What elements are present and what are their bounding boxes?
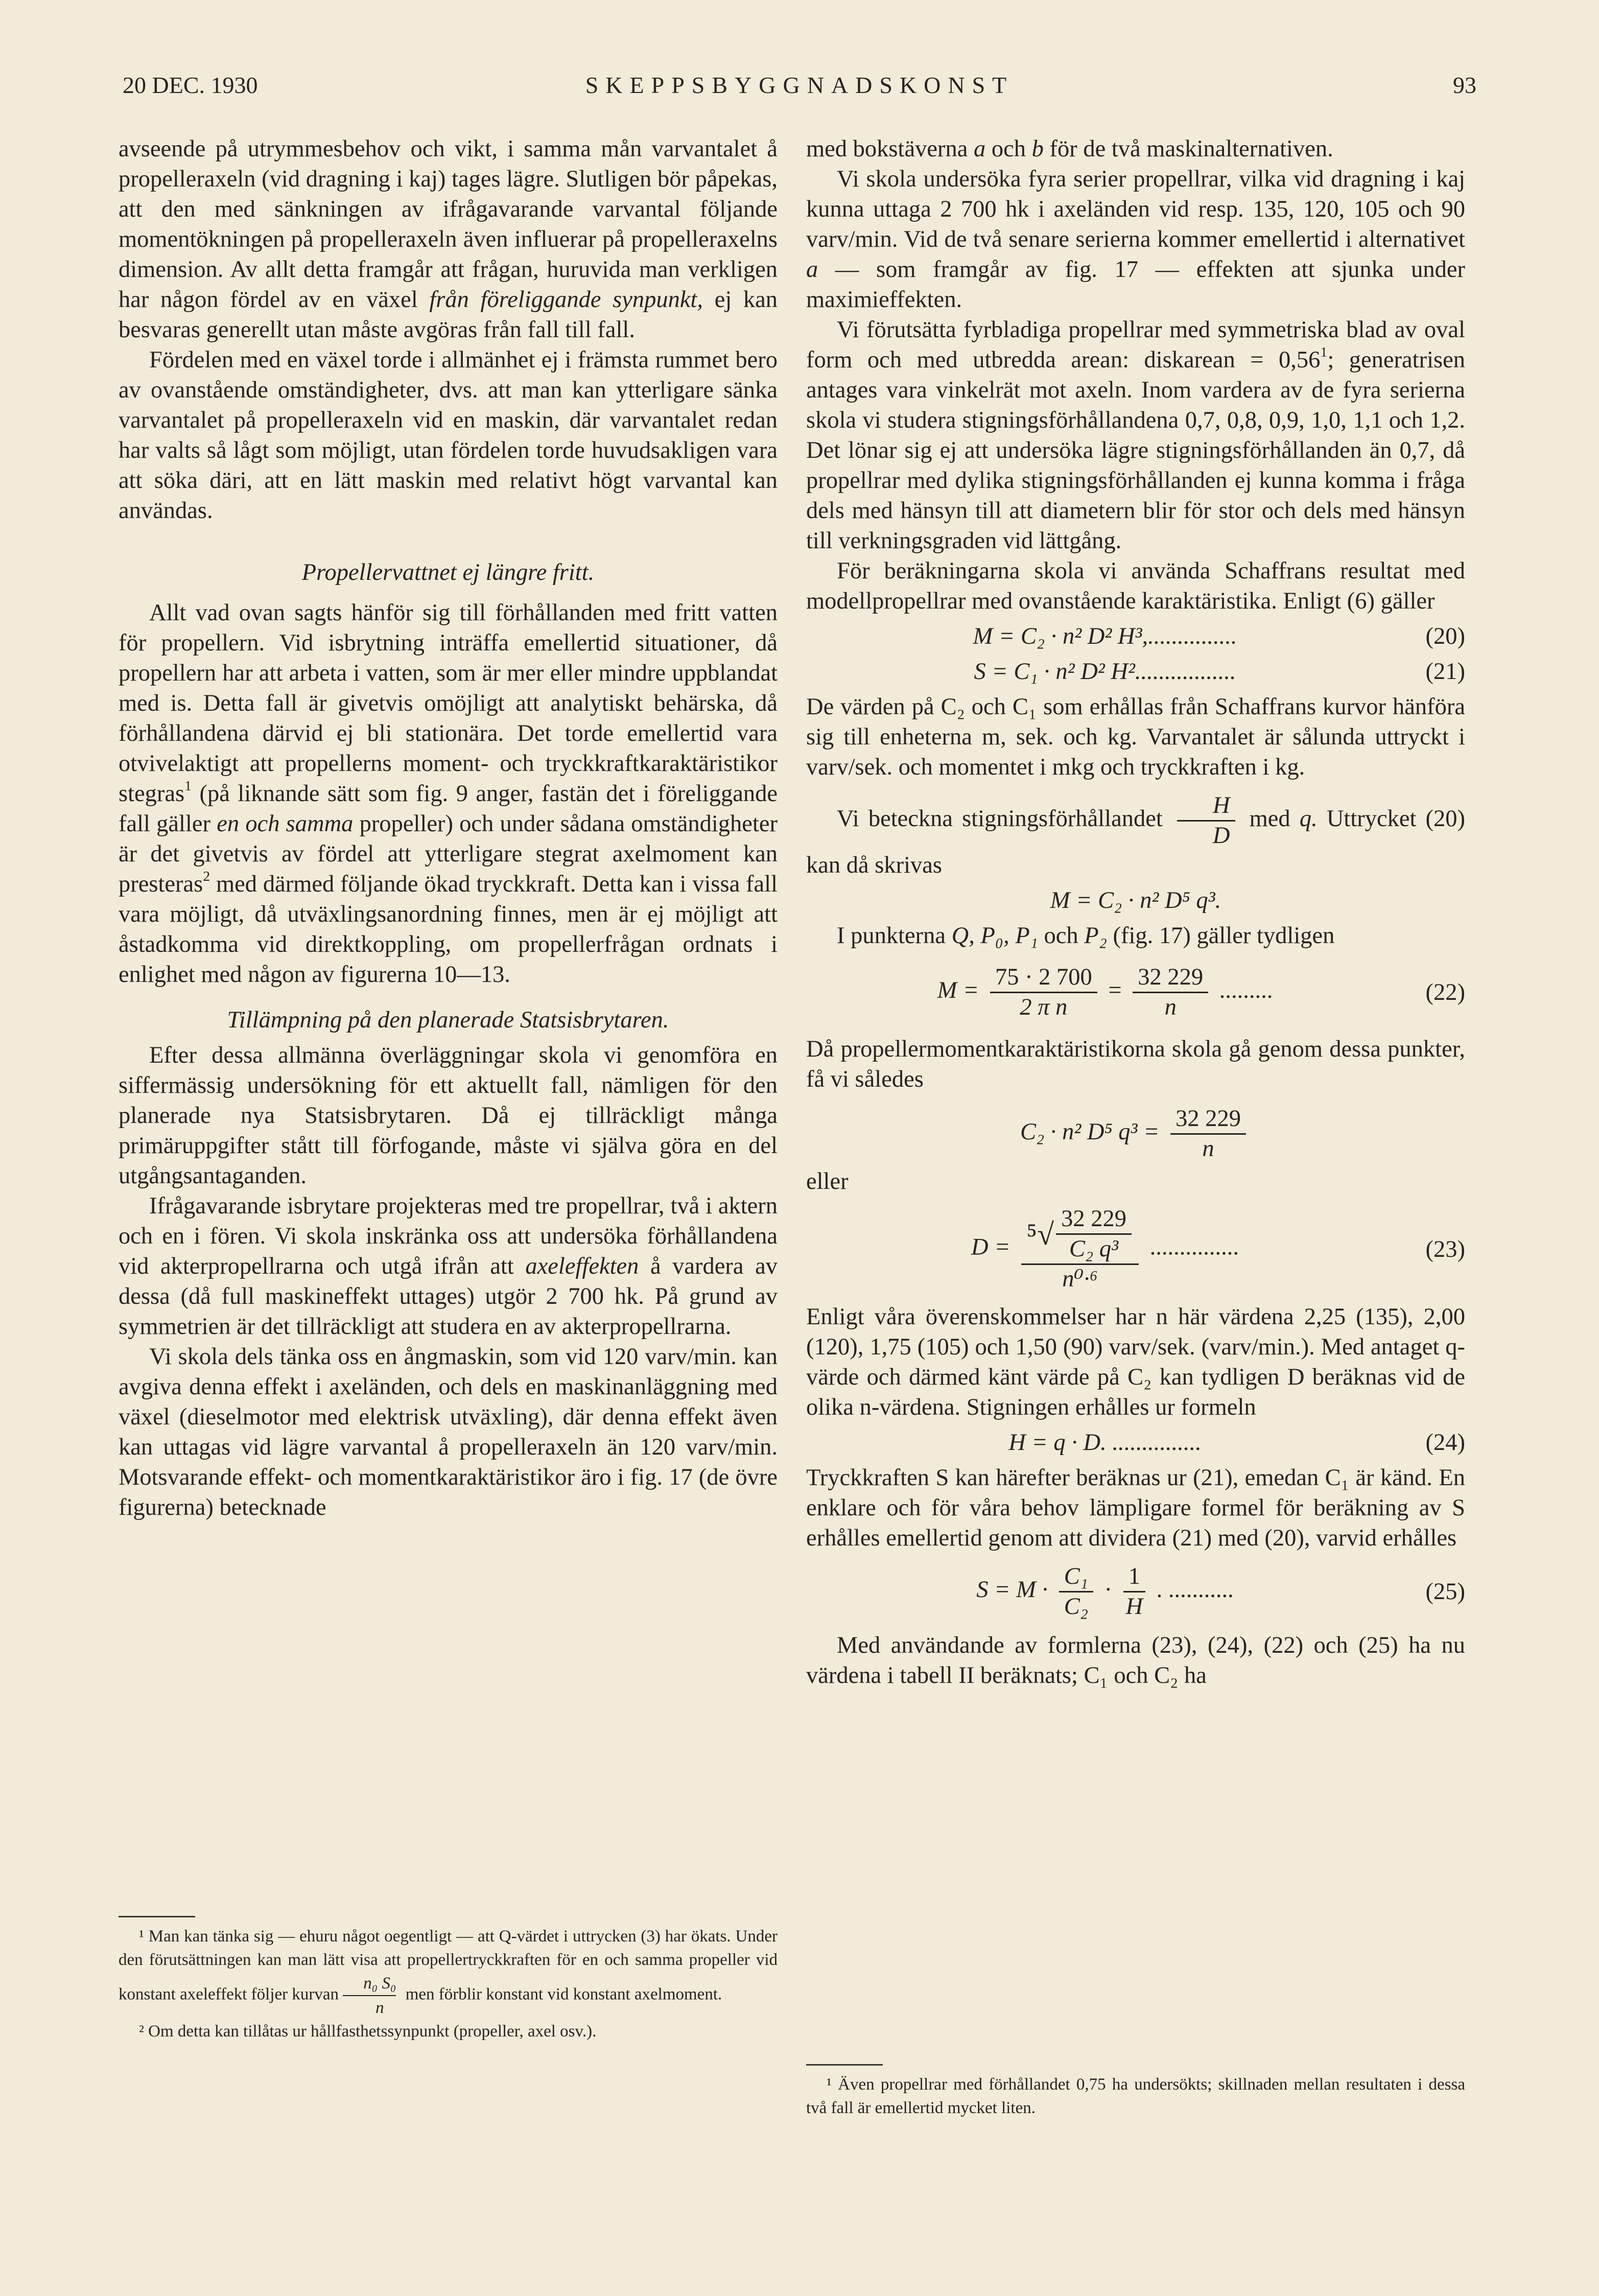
section-heading: Tillämpning på den planerade Statsisbrytaren. [227, 1007, 669, 1033]
paragraph: med bokstäverna a och b för de två maskinalternativen. [806, 136, 1333, 162]
fraction: $\frac{H}{D}$ [1177, 791, 1235, 850]
equation-23: D = ⁵√ $\frac{32 229}{\text{C₂ q³}}$ n⁰·⁶ ............... (23) [971, 1206, 1465, 1292]
paragraph: Vi förutsätta fyrbladiga propellrar med symmetriska blad av oval form och med utbredda arean: diskarean = $0,56^1$; generatrisen antages vara vinkelrät mot axeln. Inom vardera av de fyra serierna skola vi studera stigningsförhållandena 0,7, 0,8, 0,9, 1,0, 1,1 och 1,2. Det lönar sig ej att undersöka lägre stigningsförhållanden än 0,7, då propellrar med dylika stigningsförhållanden ej kunna komma i fråga dels med hänsyn till att diametern blir för stor och dels med hänsyn till verkningsgraden vid lättgång. [806, 317, 1465, 554]
paragraph: Vi skola undersöka fyra serier propellrar, vilka vid dragning i kaj kunna uttaga 2 700 hk i axeländen vid resp. 135, 120, 105 och 90 varv/min. Vid de två senare serierna kommer emellertid i alternativet a — som framgår av fig. 17 — effekten att sjunka under maximieffekten. [806, 166, 1465, 313]
equation-20: M = C₂ · n² D² H³,............... (20) [973, 623, 1465, 649]
paragraph: avseende på utrymmesbehov och vikt, i samma mån varvantalet å propelleraxeln (vid dragning i kaj) tages lägre. Slutligen bör påpekas, att den med sänkningen av ifrågavarande varvantal följande momentökningen på propelleraxeln även influerar på propelleraxelns dimension. Av allt detta framgår att frågan, huruvida man verkligen har någon fördel av en växel från föreliggande synpunkt, ej kan besvaras generellt utan måste avgöras från fall till fall. [119, 136, 778, 343]
footnote-ref: 2 [203, 869, 210, 885]
right-column [806, 134, 1465, 1691]
paragraph: I punkterna Q, P₀, P₁ och P₂ (fig. 17) gäller tydligen [837, 923, 1335, 949]
journal-title: SKEPPSBYGGNADSKONST [585, 72, 1014, 98]
page-number: 93 [1453, 72, 1476, 98]
paragraph: Tryckkraften S kan härefter beräknas ur (21), emedan C₁ är känd. En enklare och för våra behov lämpligare formel för beräkning av S erhålles emellertid genom att dividera (21) med (20), varvid erhålles [806, 1465, 1465, 1551]
footnotes-left [119, 1916, 778, 2043]
section-heading: Propellervattnet ej längre fritt. [301, 559, 595, 585]
footnote-ref: 1 [1320, 344, 1328, 361]
paragraph: För beräkningarna skola vi använda Schaffrans resultat med modellpropellrar med ovanstående karaktäristika. Enligt (6) gäller [806, 558, 1465, 614]
paragraph: De värden på C₂ och C₁ som erhållas från Schaffrans kurvor hänföra sig till enheterna m, sek. och kg. Varvantalet är sålunda uttryckt i varv/sek. och momentet i mkg och tryckkraften i kg. [806, 694, 1465, 780]
footnote: ² Om detta kan tillåtas ur hållfasthetssynpunkt (propeller, axel osv.). [139, 2022, 597, 2041]
equation-c2: C₂ · n² D⁵ q³ = $\frac{32 229}{n}$ [806, 1105, 1465, 1163]
paragraph: Enligt våra överenskommelser har n här värdena 2,25 (135), 2,00 (120), 1,75 (105) och 1,50 (90) varv/sek. (varv/min.). Med antaget q-värde och därmed känt värde på C₂ kan tydligen D beräknas vid de olika n-värdena. Stigningen erhålles ur formeln [806, 1304, 1465, 1420]
footnote-ref: 1 [184, 778, 192, 794]
footnote-rule [806, 2064, 883, 2066]
footnotes-right [806, 2064, 1465, 2120]
equation-21: S = C₁ · n² D² H²................. (21) [974, 659, 1465, 685]
paragraph: Då propellermomentkaraktäristikorna skola gå genom dessa punkter, få vi således [806, 1036, 1465, 1092]
equation-24: H = q · D. ............... (24) [1008, 1430, 1465, 1456]
equation-22: M = $\frac{75 \cdot 2 700}{\text{2 π n}}$ = $\frac{32 229}{n}$ ......... (22) [937, 964, 1465, 1020]
paragraph: Vi skola dels tänka oss en ångmaskin, som vid 120 varv/min. kan avgiva denna effekt i axeländen, och dels en maskinanläggning med växel (dieselmotor med elektrisk utväxling), där denna effekt även kan uttagas vid lägre varvantal å propelleraxeln än 120 varv/min. Motsvarande effekt- och momentkaraktäristikor äro i fig. 17 (de övre figurerna) betecknade [119, 1344, 778, 1520]
equation-mq: M = C₂ · n² D⁵ q³. [1050, 887, 1221, 913]
footnote-rule [119, 1916, 195, 1917]
issue-date: 20 DEC. 1930 [123, 72, 258, 98]
paragraph: eller [806, 1168, 849, 1194]
left-column [119, 134, 778, 1522]
paragraph: Allt vad ovan sagts hänför sig till förhållanden med fritt vatten för propellern. Vid isbrytning inträffa emellertid situationer, då propellern har att arbeta i vatten, som är mer eller mindre uppblandat med is. Detta fall är givetvis omöjligt att analytiskt behärska, då förhållandena därvid ej bli stationära. Det torde emellertid vara otvivelaktigt att propellerns moment- och tryckkraftkaraktäristikor stegras$^1$ (på liknande sätt som fig. 9 anger, fastän det i föreliggande fall gäller en och samma propeller) och under sådana omständigheter är det givetvis av fördel att ytterligare stegrat axelmoment kan presteras$^2$ med därmed följande ökad tryckkraft. Detta kan i vissa fall vara möjligt, då utväxlingsanordning finnes, men är ej möjligt att åstadkomma vid direktkoppling, om propellerfrågan ordnats i enlighet med någon av figurerna 10—13. [119, 600, 778, 988]
footnote: ¹ Man kan tänka sig — ehuru något oegentligt — att Q-värdet i uttrycken (3) har ökats. Under den förutsättningen kan man lätt visa att propellertryckkraften för en och samma propeller vid konstant axeleffekt följer kurvan $\frac{\text{n₀ S₀}}{n}$ men förblir konstant vid konstant axelmoment. [119, 1927, 778, 2017]
equation-25: S = M · $\frac{\text{C₁}}{\text{C₂}}$ · $\frac{1}{H}$ . ........... (25) [976, 1563, 1465, 1620]
footnote: ¹ Även propellrar med förhållandet 0,75 ha undersökts; skillnaden mellan resultaten i dessa två fall är emellertid mycket liten. [806, 2075, 1465, 2117]
paragraph: Ifrågavarande isbrytare projekteras med tre propellrar, två i aktern och en i fören. Vi skola inskränka oss att undersöka förhållandena vid akterpropellrarna och utgå ifrån att axeleffekten å vardera av dessa (då full maskineffekt uttages) utgör 2 700 hk. På grund av symmetrien är det tillräckligt att studera en av akterpropellrarna. [119, 1193, 778, 1340]
paragraph: Fördelen med en växel torde i allmänhet ej i främsta rummet bero av ovanstående omständigheter, dvs. att man kan ytterligare sänka varvantalet på propelleraxeln vid en maskin, där varvantalet redan har valts så lågt som möjligt, utan fördelen torde huvudsakligen vara att söka däri, att en lätt maskin med relativt högt varvantal kan användas. [119, 347, 778, 524]
paragraph: Efter dessa allmänna överläggningar skola vi genomföra en siffermässig undersökning för ett aktuellt fall, nämligen för den planerade nya Statsisbrytaren. Då ej tillräckligt många primäruppgifter stått till förfogande, måste vi själva göra en del utgångsantaganden. [119, 1042, 778, 1189]
page-header [123, 72, 1476, 112]
paragraph: Vi beteckna stigningsförhållandet $\frac{H}{D}$ med q. Uttrycket (20) kan då skrivas [806, 792, 1466, 878]
paragraph: Med användande av formlerna (23), (24), (22) och (25) ha nu värdena i tabell II beräknats; C₁ och C₂ ha [806, 1632, 1465, 1689]
